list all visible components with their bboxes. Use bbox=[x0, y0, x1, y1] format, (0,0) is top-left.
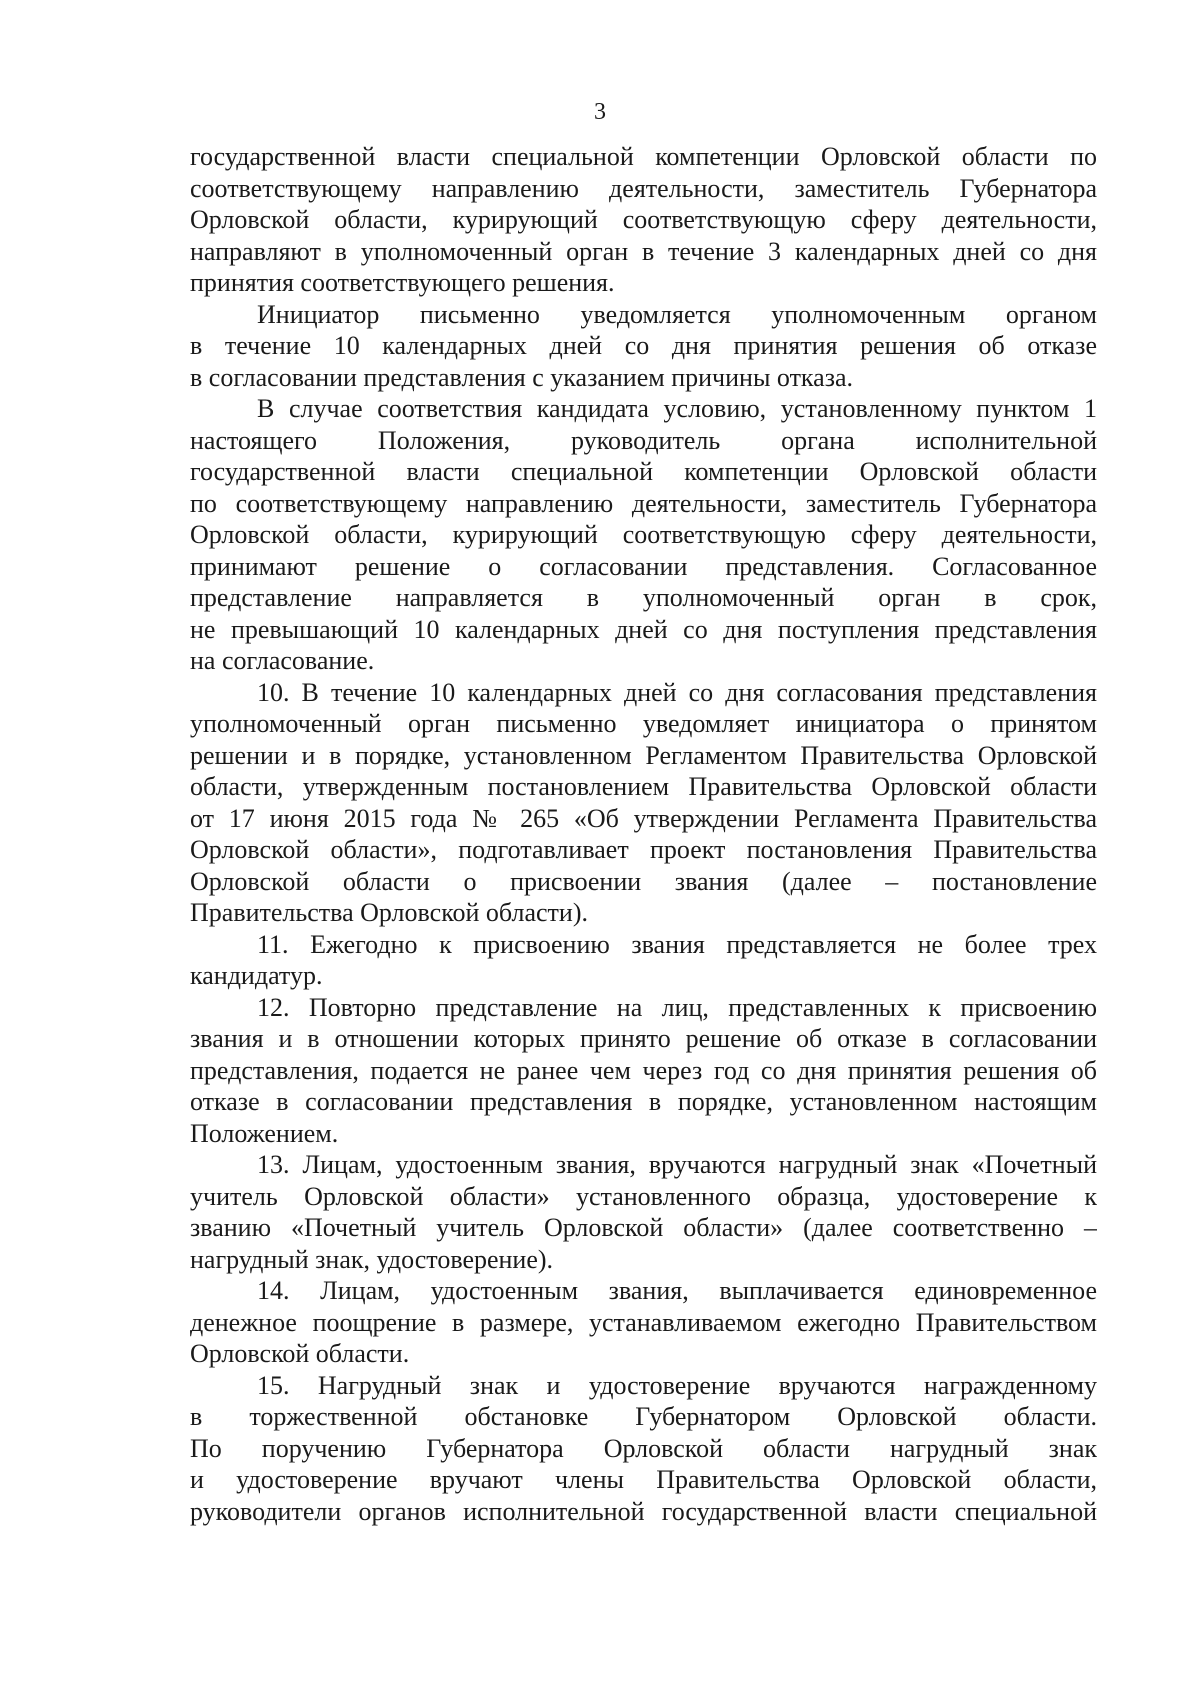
text-line: соответствующему направлению деятельности, заместитель Губернатора bbox=[190, 173, 1097, 203]
text-line: по соответствующему направлению деятельности, заместитель Губернатора bbox=[190, 488, 1097, 518]
paragraph-item-13 bbox=[190, 1149, 1097, 1275]
text-line: 10. В течение 10 календарных дней со дня согласования представления bbox=[257, 677, 1097, 707]
paragraph-item-12 bbox=[190, 992, 1097, 1150]
text-line: не превышающий 10 календарных дней со дня поступления представления bbox=[190, 614, 1097, 644]
text-line: Орловской области», подготавливает проект постановления Правительства bbox=[190, 835, 1097, 864]
text-line: в торжественной обстановке Губернатором Орловской области. bbox=[190, 1402, 1097, 1431]
text-line: Орловской области, курирующий соответствующую сферу деятельности, bbox=[190, 205, 1097, 234]
paragraph-item-14 bbox=[190, 1275, 1097, 1370]
text-line: Орловской области о присвоении звания (далее – постановление bbox=[190, 866, 1097, 896]
paragraph-item-15 bbox=[190, 1370, 1097, 1528]
paragraph-initiator-notice bbox=[190, 299, 1097, 394]
text-line: в течение 10 календарных дней со дня принятия решения об отказе bbox=[190, 331, 1097, 360]
text-line: Положением. bbox=[190, 1118, 339, 1148]
text-line: В случае соответствия кандидата условию, установленному пунктом 1 bbox=[257, 394, 1097, 423]
text-line: государственной власти специальной компетенции Орловской области по bbox=[190, 142, 1097, 171]
document-text bbox=[190, 141, 1097, 1527]
text-line: области, утвержденным постановлением Правительства Орловской области bbox=[190, 772, 1097, 801]
text-line: звания и в отношении которых принято решение об отказе в согласовании bbox=[190, 1024, 1097, 1053]
text-line: 13. Лицам, удостоенным звания, вручаются нагрудный знак «Почетный bbox=[257, 1150, 1097, 1179]
text-line: По поручению Губернатора Орловской области нагрудный знак bbox=[190, 1433, 1097, 1463]
paragraph-continuation bbox=[190, 141, 1097, 299]
text-line: в согласовании представления с указанием причины отказа. bbox=[190, 362, 854, 392]
text-line: Инициатор письменно уведомляется уполномоченным органом bbox=[257, 299, 1097, 329]
text-line: принимают решение о согласовании представления. Согласованное bbox=[190, 551, 1097, 581]
text-line: 11. Ежегодно к присвоению звания представляется не более трех bbox=[257, 929, 1097, 959]
text-line: Орловской области, курирующий соответствующую сферу деятельности, bbox=[190, 520, 1097, 549]
text-line: Правительства Орловской области). bbox=[190, 898, 588, 927]
paragraph-item-11 bbox=[190, 929, 1097, 992]
page-number: 3 bbox=[594, 99, 606, 125]
paragraph-candidate-compliance bbox=[190, 393, 1097, 677]
text-line: денежное поощрение в размере, устанавливаемом ежегодно Правительством bbox=[190, 1307, 1097, 1337]
text-line: руководители органов исполнительной государственной власти специальной bbox=[190, 1496, 1097, 1526]
text-line: 15. Нагрудный знак и удостоверение вручаются награжденному bbox=[257, 1370, 1097, 1400]
text-line: нагрудный знак, удостоверение). bbox=[190, 1244, 554, 1274]
text-line: решении и в порядке, установленном Регламентом Правительства Орловской bbox=[190, 740, 1097, 770]
text-line: 12. Повторно представление на лиц, представленных к присвоению bbox=[257, 992, 1097, 1022]
paragraph-item-10 bbox=[190, 677, 1097, 929]
text-line: званию «Почетный учитель Орловской области» (далее соответственно – bbox=[190, 1213, 1097, 1242]
text-line: государственной власти специальной компетенции Орловской области bbox=[190, 457, 1097, 486]
text-line: представление направляется в уполномоченный орган в срок, bbox=[190, 583, 1097, 612]
text-line: представления, подается не ранее чем через год со дня принятия решения об bbox=[190, 1055, 1097, 1085]
text-line: кандидатур. bbox=[190, 961, 323, 990]
text-line: принятия соответствующего решения. bbox=[190, 268, 615, 297]
text-line: от 17 июня 2015 года № 265 «Об утверждении Регламента Правительства bbox=[190, 803, 1097, 833]
text-line: уполномоченный орган письменно уведомляет инициатора о принятом bbox=[190, 709, 1097, 738]
text-line: направляют в уполномоченный орган в течение 3 календарных дней со дня bbox=[190, 236, 1097, 266]
text-line: Орловской области. bbox=[190, 1339, 410, 1368]
text-line: отказе в согласовании представления в порядке, установленном настоящим bbox=[190, 1087, 1097, 1116]
text-line: настоящего Положения, руководитель органа исполнительной bbox=[190, 425, 1097, 455]
text-line: 14. Лицам, удостоенным звания, выплачивается единовременное bbox=[257, 1276, 1097, 1305]
text-line: на согласование. bbox=[190, 646, 375, 675]
text-line: и удостоверение вручают члены Правительства Орловской области, bbox=[190, 1465, 1097, 1494]
text-line: учитель Орловской области» установленного образца, удостоверение к bbox=[190, 1181, 1097, 1211]
